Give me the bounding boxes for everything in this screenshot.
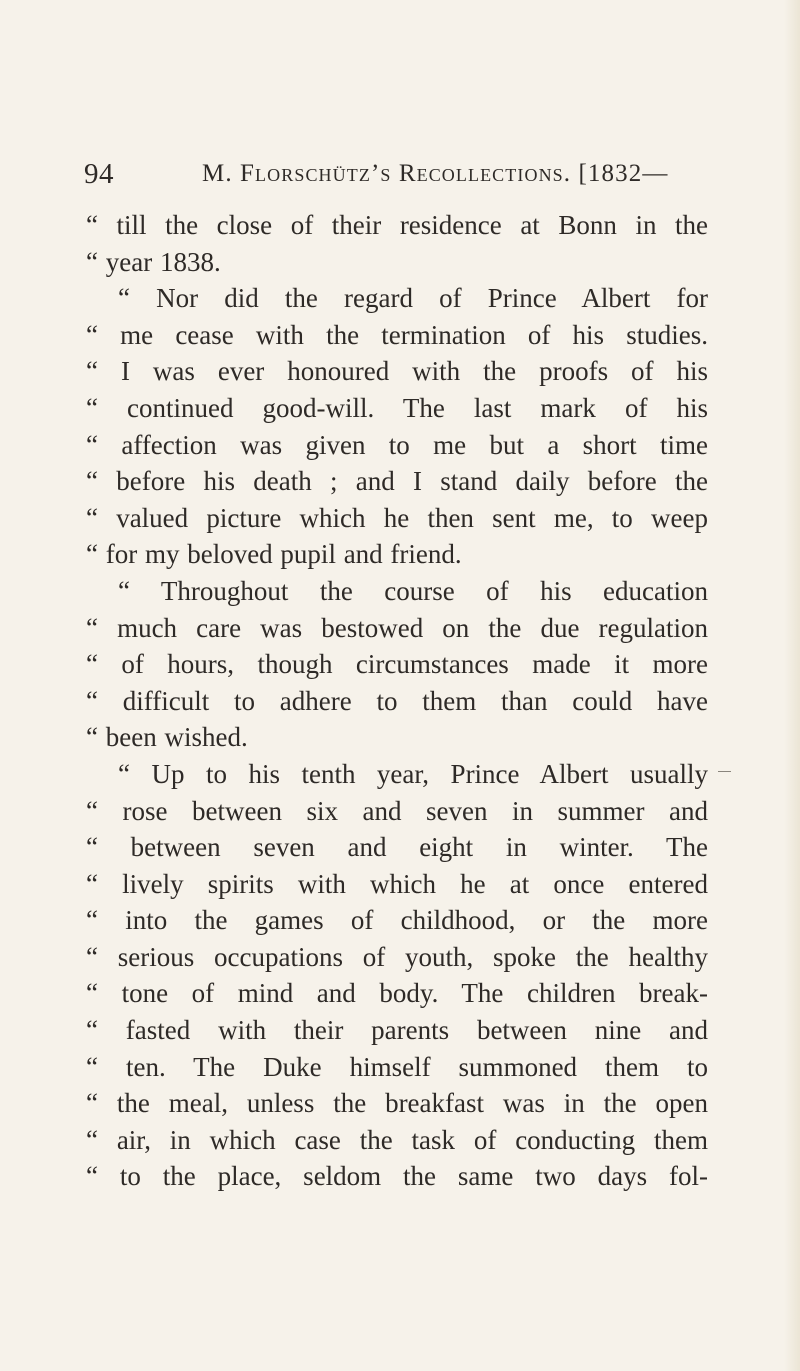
- running-head-title: M. Florschütz’s Recollections.: [202, 160, 572, 187]
- text-line: “ Up to his tenth year, Prince Albert usually: [118, 758, 708, 789]
- body-text: [86, 207, 708, 1195]
- text-line: “ tone of mind and body. The children break-: [86, 978, 708, 1009]
- text-line: “ for my beloved pupil and friend.: [86, 539, 462, 570]
- text-line: “ fasted with their parents between nine and: [86, 1015, 708, 1046]
- text-line: “ Nor did the regard of Prince Albert for: [118, 283, 708, 314]
- text-line: “ been wished.: [86, 722, 248, 753]
- text-line: “ serious occupations of youth, spoke the healthy: [86, 941, 708, 972]
- text-line: “ affection was given to me but a short time: [86, 429, 708, 460]
- text-line: “ year 1838.: [86, 246, 221, 277]
- running-head-date: [1832—: [578, 160, 669, 187]
- text-line: “ difficult to adhere to them than could have: [86, 685, 708, 716]
- text-line: “ till the close of their residence at Bonn in the: [86, 210, 708, 240]
- text-line: “ continued good-will. The last mark of his: [86, 392, 708, 423]
- text-line: “ rose between six and seven in summer and: [86, 795, 708, 826]
- text-line: “ valued picture which he then sent me, to weep: [86, 502, 708, 533]
- text-line: “ the meal, unless the breakfast was in the open: [86, 1088, 708, 1119]
- text-line: “ to the place, seldom the same two days fol-: [86, 1161, 708, 1192]
- text-line: “ air, in which case the task of conducting them: [86, 1124, 708, 1155]
- text-line: “ lively spirits with which he at once entered: [86, 868, 708, 899]
- text-line: “ I was ever honoured with the proofs of his: [86, 356, 708, 387]
- page-edge-shadow: [784, 0, 800, 1371]
- ink-speck: [718, 771, 731, 772]
- text-line: “ ten. The Duke himself summoned them to: [86, 1051, 708, 1082]
- running-head: [202, 160, 668, 188]
- page-header: [84, 158, 704, 194]
- text-line: “ into the games of childhood, or the more: [86, 905, 708, 936]
- page-number: 94: [84, 158, 114, 190]
- text-line: “ before his death ; and I stand daily before the: [86, 466, 708, 497]
- text-line: “ between seven and eight in winter. The: [86, 832, 708, 863]
- text-line: “ Throughout the course of his education: [118, 575, 708, 606]
- text-line: “ much care was bestowed on the due regulation: [86, 612, 708, 643]
- text-line: “ me cease with the termination of his studies.: [86, 319, 708, 350]
- text-line: “ of hours, though circumstances made it more: [86, 649, 708, 680]
